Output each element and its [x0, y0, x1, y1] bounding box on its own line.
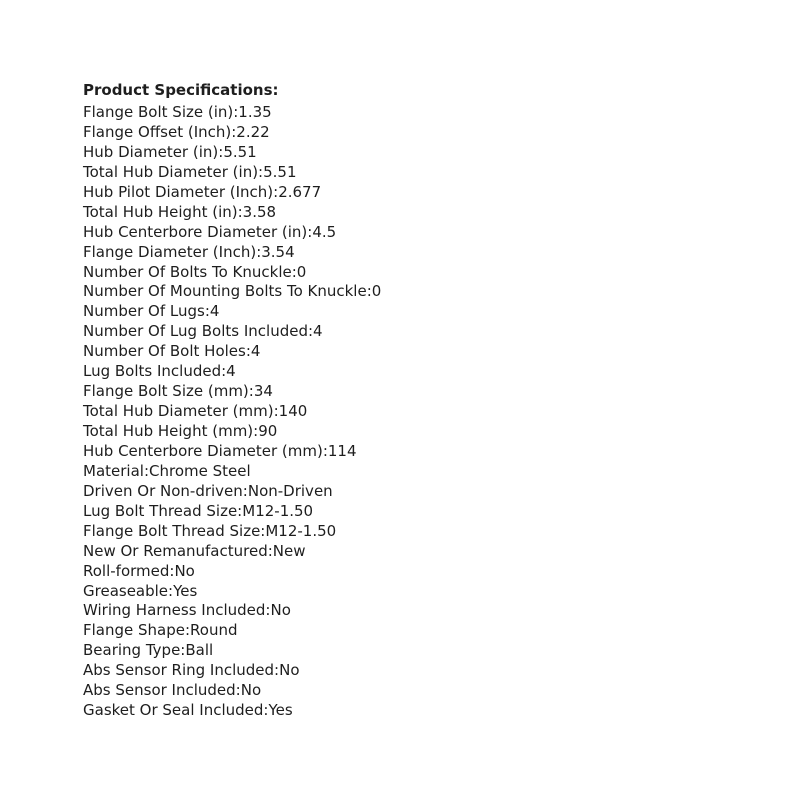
- spec-label: Driven Or Non-driven:: [83, 481, 248, 500]
- spec-line: [83, 183, 381, 203]
- spec-value: No: [279, 661, 300, 680]
- spec-value: No: [240, 681, 262, 700]
- spec-label: Lug Bolts Included:: [83, 362, 227, 381]
- spec-value: M12-1.50: [265, 521, 337, 540]
- product-spec-sheet: [83, 80, 381, 721]
- spec-label: Material:: [83, 461, 149, 480]
- spec-value: 140: [278, 402, 308, 421]
- spec-value: 3.58: [242, 202, 277, 221]
- spec-line: [83, 322, 381, 342]
- spec-line: [83, 562, 381, 582]
- spec-value: 0: [371, 282, 382, 301]
- spec-value: 4: [226, 362, 236, 381]
- spec-label: Lug Bolt Thread Size:: [83, 501, 243, 520]
- spec-label: Roll-formed:: [83, 561, 175, 580]
- spec-value: 90: [258, 422, 278, 440]
- spec-label: Bearing Type:: [83, 641, 186, 660]
- spec-value: 4: [313, 322, 323, 341]
- spec-value: 1.35: [238, 103, 272, 121]
- spec-line: [83, 542, 381, 562]
- spec-line: [83, 143, 381, 163]
- spec-line: [83, 422, 381, 442]
- spec-line: [83, 621, 381, 641]
- spec-label: Number Of Lugs:: [83, 302, 210, 321]
- spec-value: No: [270, 601, 291, 620]
- spec-line: [83, 462, 381, 482]
- spec-value: M12-1.50: [242, 501, 314, 520]
- spec-line: [83, 701, 381, 721]
- spec-label: Hub Pilot Diameter (Inch):: [83, 182, 279, 201]
- spec-line: [83, 263, 381, 283]
- spec-label: Flange Bolt Size (mm):: [83, 382, 254, 401]
- spec-list: [83, 103, 381, 721]
- spec-value: 2.677: [278, 182, 322, 201]
- spec-line: [83, 123, 381, 143]
- spec-line: [83, 223, 381, 243]
- spec-value: 114: [327, 441, 357, 460]
- spec-label: Total Hub Height (mm):: [83, 422, 259, 440]
- spec-label: Flange Bolt Thread Size:: [83, 521, 266, 540]
- spec-label: Total Hub Height (in):: [83, 202, 243, 221]
- spec-line: [83, 362, 381, 382]
- spec-value: 0: [296, 262, 307, 281]
- spec-line: [83, 243, 381, 263]
- spec-label: Gasket Or Seal Included:: [83, 701, 269, 720]
- spec-label: Abs Sensor Ring Included:: [83, 661, 280, 680]
- spec-label: Hub Diameter (in):: [83, 142, 224, 161]
- spec-line: [83, 402, 381, 422]
- spec-label: New Or Remanufactured:: [83, 541, 273, 560]
- spec-value: No: [174, 561, 195, 580]
- spec-value: 5.51: [263, 162, 297, 181]
- spec-value: Chrome Steel: [149, 461, 251, 480]
- spec-value: 34: [253, 382, 273, 401]
- spec-line: [83, 163, 381, 183]
- spec-line: [83, 302, 381, 322]
- spec-value: 3.54: [261, 242, 295, 261]
- spec-line: [83, 502, 381, 522]
- spec-line: [83, 482, 381, 502]
- spec-value: 4: [209, 302, 220, 321]
- page-title: Product Specifications:: [83, 81, 279, 99]
- spec-value: 4: [250, 342, 261, 361]
- spec-value: 5.51: [223, 142, 257, 161]
- spec-value: Round: [190, 621, 238, 640]
- spec-line: [83, 582, 381, 602]
- spec-label: Number Of Bolt Holes:: [83, 342, 251, 361]
- spec-label: Hub Centerbore Diameter (in):: [83, 222, 313, 241]
- spec-line: [83, 641, 381, 661]
- spec-label: Number Of Lug Bolts Included:: [83, 322, 314, 341]
- spec-line: [83, 442, 381, 462]
- spec-value: 4.5: [312, 222, 337, 241]
- spec-label: Greaseable:: [83, 581, 174, 600]
- spec-label: Abs Sensor Included:: [83, 681, 241, 700]
- spec-label: Flange Offset (Inch):: [83, 122, 237, 141]
- spec-line: [83, 661, 381, 681]
- spec-label: Flange Bolt Size (in):: [83, 103, 239, 121]
- spec-label: Wiring Harness Included:: [83, 601, 271, 620]
- spec-label: Number Of Bolts To Knuckle:: [83, 262, 297, 281]
- spec-line: [83, 203, 381, 223]
- spec-value: Ball: [185, 641, 214, 660]
- spec-label: Total Hub Diameter (in):: [83, 162, 264, 181]
- spec-label: Number Of Mounting Bolts To Knuckle:: [83, 282, 372, 301]
- spec-label: Hub Centerbore Diameter (mm):: [83, 441, 328, 460]
- spec-line: [83, 382, 381, 402]
- spec-value: 2.22: [236, 122, 270, 141]
- spec-line: [83, 342, 381, 362]
- spec-value: New: [272, 541, 306, 560]
- spec-label: Flange Shape:: [83, 621, 191, 640]
- spec-label: Flange Diameter (Inch):: [83, 242, 262, 261]
- spec-label: Total Hub Diameter (mm):: [83, 402, 279, 421]
- spec-line: [83, 282, 381, 302]
- spec-line: [83, 522, 381, 542]
- spec-line: [83, 681, 381, 701]
- spec-value: Yes: [268, 701, 293, 720]
- spec-line: [83, 103, 381, 123]
- spec-value: Yes: [173, 581, 198, 600]
- spec-line: [83, 601, 381, 621]
- spec-value: Non-Driven: [247, 481, 333, 500]
